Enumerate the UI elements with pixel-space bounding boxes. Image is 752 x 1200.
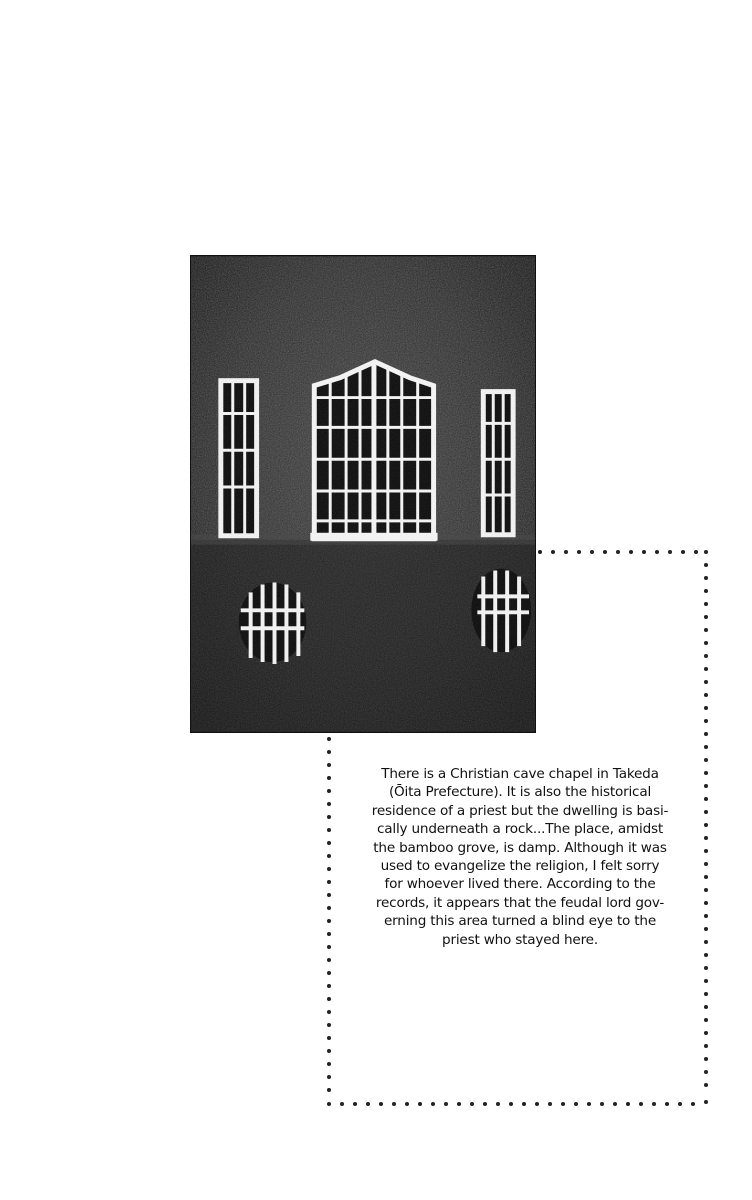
caption-text: There is a Christian cave chapel in Takeda (Ōita Prefecture). It is also the historical residence of a priest but the dwelling is basi- cally underneath a rock...The place, amidst the bamboo grove, is damp. Although it was used to evangelize the religion, I felt sorry for whoever lived there. According to the records, it appears that the feudal lord gov- erning this area turned a blind eye to the priest who stayed here. [371,766,669,948]
